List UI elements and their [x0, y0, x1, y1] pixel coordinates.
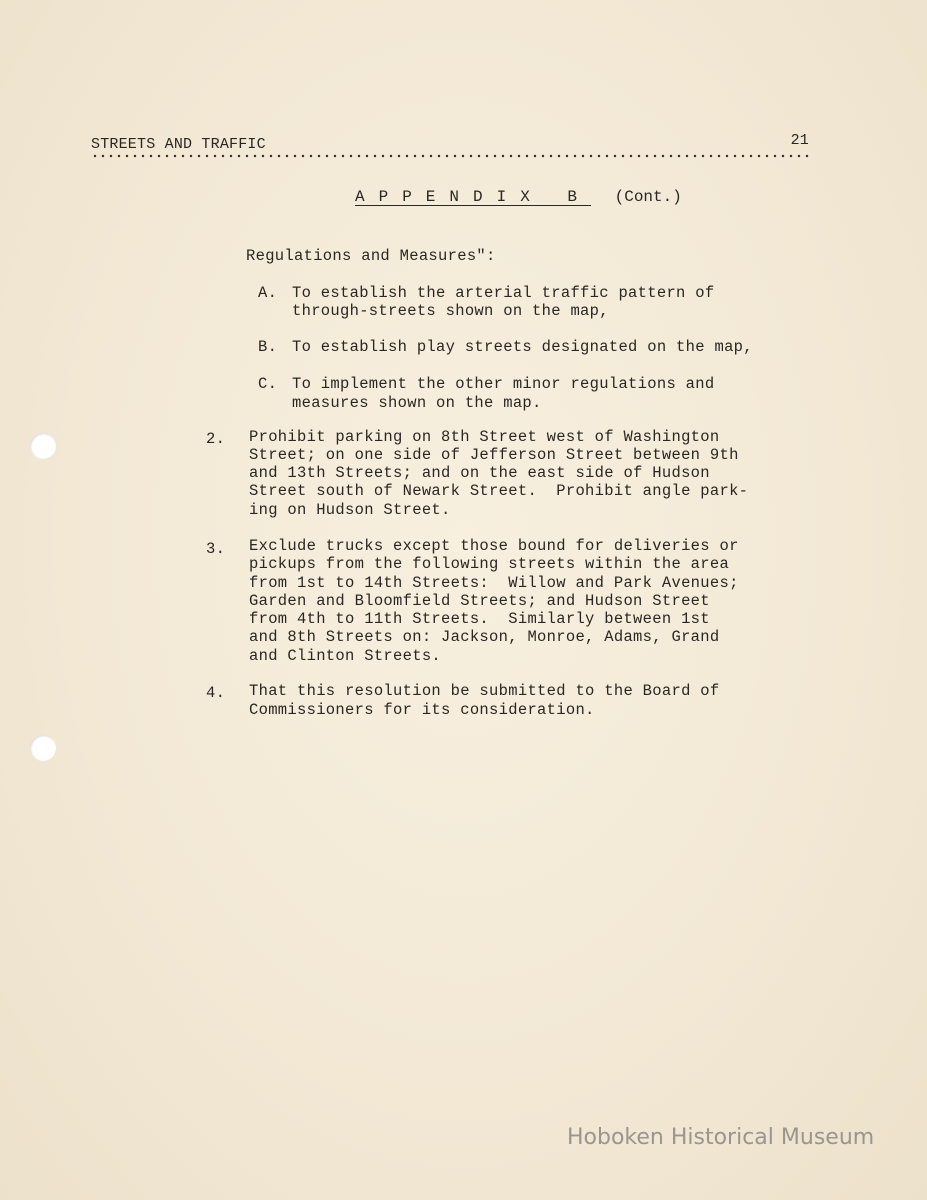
header-divider: [91, 153, 809, 159]
item-line: and Clinton Streets.: [249, 647, 442, 665]
item-line: Garden and Bloomfield Streets; and Hudson Street: [249, 592, 710, 610]
sub-item-line: To establish the arterial traffic pattern of: [292, 284, 715, 302]
appendix-title: APPENDIX B: [355, 188, 592, 206]
item-line: Prohibit parking on 8th Street west of Washington: [249, 428, 720, 446]
section-title: STREETS AND TRAFFIC: [91, 136, 266, 153]
item-line: and 13th Streets; and on the east side of Hudson: [249, 464, 710, 482]
sub-item-line: measures shown on the map.: [292, 394, 542, 412]
intro-text: Regulations and Measures":: [246, 247, 496, 265]
sub-item-marker: C.: [258, 375, 278, 393]
item-number: 4.: [206, 684, 226, 702]
item-line: ing on Hudson Street.: [249, 501, 451, 519]
item-number: 2.: [206, 430, 226, 448]
item-line: Exclude trucks except those bound for deliveries or: [249, 537, 739, 555]
item-line: That this resolution be submitted to the Board of: [249, 682, 720, 700]
sub-item-marker: A.: [258, 284, 278, 302]
item-line: from 1st to 14th Streets: Willow and Park Avenues;: [249, 574, 739, 592]
museum-watermark: Hoboken Historical Museum: [567, 1125, 875, 1150]
appendix-suffix: (Cont.): [614, 188, 682, 206]
sub-item-marker: B.: [258, 338, 278, 356]
sub-item-line: through-streets shown on the map,: [292, 302, 609, 320]
appendix-heading: [355, 188, 682, 206]
item-line: Commissioners for its consideration.: [249, 701, 595, 719]
punch-hole: [30, 735, 56, 761]
item-line: Street; on one side of Jefferson Street between 9th: [249, 446, 739, 464]
item-line: and 8th Streets on: Jackson, Monroe, Adams, Grand: [249, 628, 720, 646]
page-number: 21: [790, 132, 809, 149]
sub-item-line: To establish play streets designated on the map,: [292, 338, 753, 356]
item-number: 3.: [206, 540, 226, 558]
item-line: from 4th to 11th Streets. Similarly between 1st: [249, 610, 710, 628]
item-line: Street south of Newark Street. Prohibit angle park-: [249, 482, 749, 500]
punch-hole: [30, 433, 56, 459]
item-line: pickups from the following streets within the area: [249, 555, 730, 573]
sub-item-line: To implement the other minor regulations and: [292, 375, 715, 393]
